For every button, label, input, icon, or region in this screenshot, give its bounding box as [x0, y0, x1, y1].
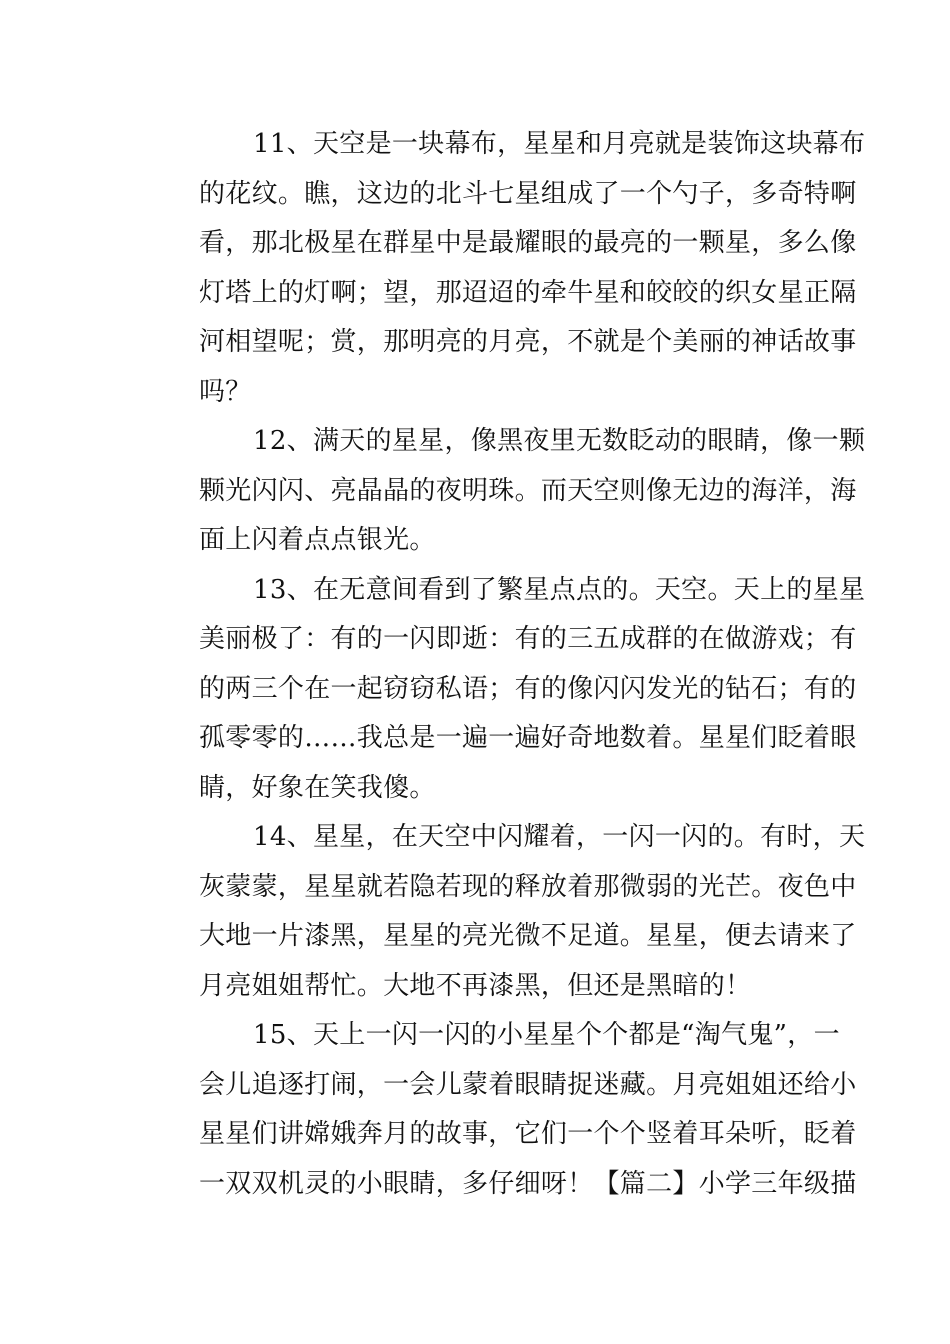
paragraph-line: 大地一片漆黑，星星的亮光微不足道。星星，便去请来了 — [199, 921, 857, 951]
paragraph-line: 的花纹。瞧，这边的北斗七星组成了一个勺子，多奇特啊 — [199, 178, 857, 209]
paragraph-line: 15、天上一闪一闪的小星星个个都是“淘气鬼”，一 — [253, 1020, 840, 1050]
paragraph-line: 睛，好象在笑我傻。 — [199, 772, 436, 803]
paragraph-line: 看，那北极星在群星中是最耀眼的最亮的一颗星，多么像 — [199, 228, 857, 258]
paragraph-15 — [145, 1011, 857, 1209]
paragraph-line: 会儿追逐打闹，一会儿蒙着眼睛捉迷藏。月亮姐姐还给小 — [199, 1069, 857, 1100]
paragraph-line: 孤零零的……我总是一遍一遍好奇地数着。星星们眨着眼 — [199, 723, 857, 753]
paragraph-line: 河相望呢；赏，那明亮的月亮，不就是个美丽的神话故事 — [199, 327, 857, 357]
paragraph-14 — [145, 813, 866, 1011]
paragraph-line: 12、满天的星星，像黑夜里无数眨动的眼睛，像一颗 — [253, 426, 866, 456]
paragraph-line: 颗光闪闪、亮晶晶的夜明珠。而天空则像无边的海洋，海 — [199, 475, 857, 506]
paragraph-line: 月亮姐姐帮忙。大地不再漆黑，但还是黑暗的！ — [199, 970, 752, 1001]
paragraph-12 — [145, 417, 866, 566]
paragraph-line: 吗？ — [199, 376, 252, 407]
document-body — [145, 120, 866, 1209]
paragraph-line: 星星们讲嫦娥奔月的故事，它们一个个竖着耳朵听，眨着 — [199, 1119, 857, 1149]
paragraph-13 — [145, 566, 866, 814]
paragraph-line: 美丽极了：有的一闪即逝：有的三五成群的在做游戏；有 — [199, 624, 857, 654]
paragraph-line: 面上闪着点点银光。 — [199, 525, 436, 555]
paragraph-line: 11、天空是一块幕布，星星和月亮就是装饰这块幕布 — [253, 129, 866, 159]
paragraph-line: 灰蒙蒙，星星就若隐若现的释放着那微弱的光芒。夜色中 — [199, 871, 857, 902]
paragraph-11 — [145, 120, 866, 417]
paragraph-line: 一双双机灵的小眼睛，多仔细呀！【篇二】小学三年级描 — [199, 1168, 857, 1199]
paragraph-line: 14、星星，在天空中闪耀着，一闪一闪的。有时，天 — [253, 822, 866, 852]
paragraph-line: 13、在无意间看到了繁星点点的。天空。天上的星星 — [253, 574, 866, 605]
paragraph-line: 的两三个在一起窃窃私语；有的像闪闪发光的钻石；有的 — [199, 673, 857, 704]
paragraph-line: 灯塔上的灯啊；望，那迢迢的牵牛星和皎皎的织女星正隔 — [199, 277, 857, 308]
